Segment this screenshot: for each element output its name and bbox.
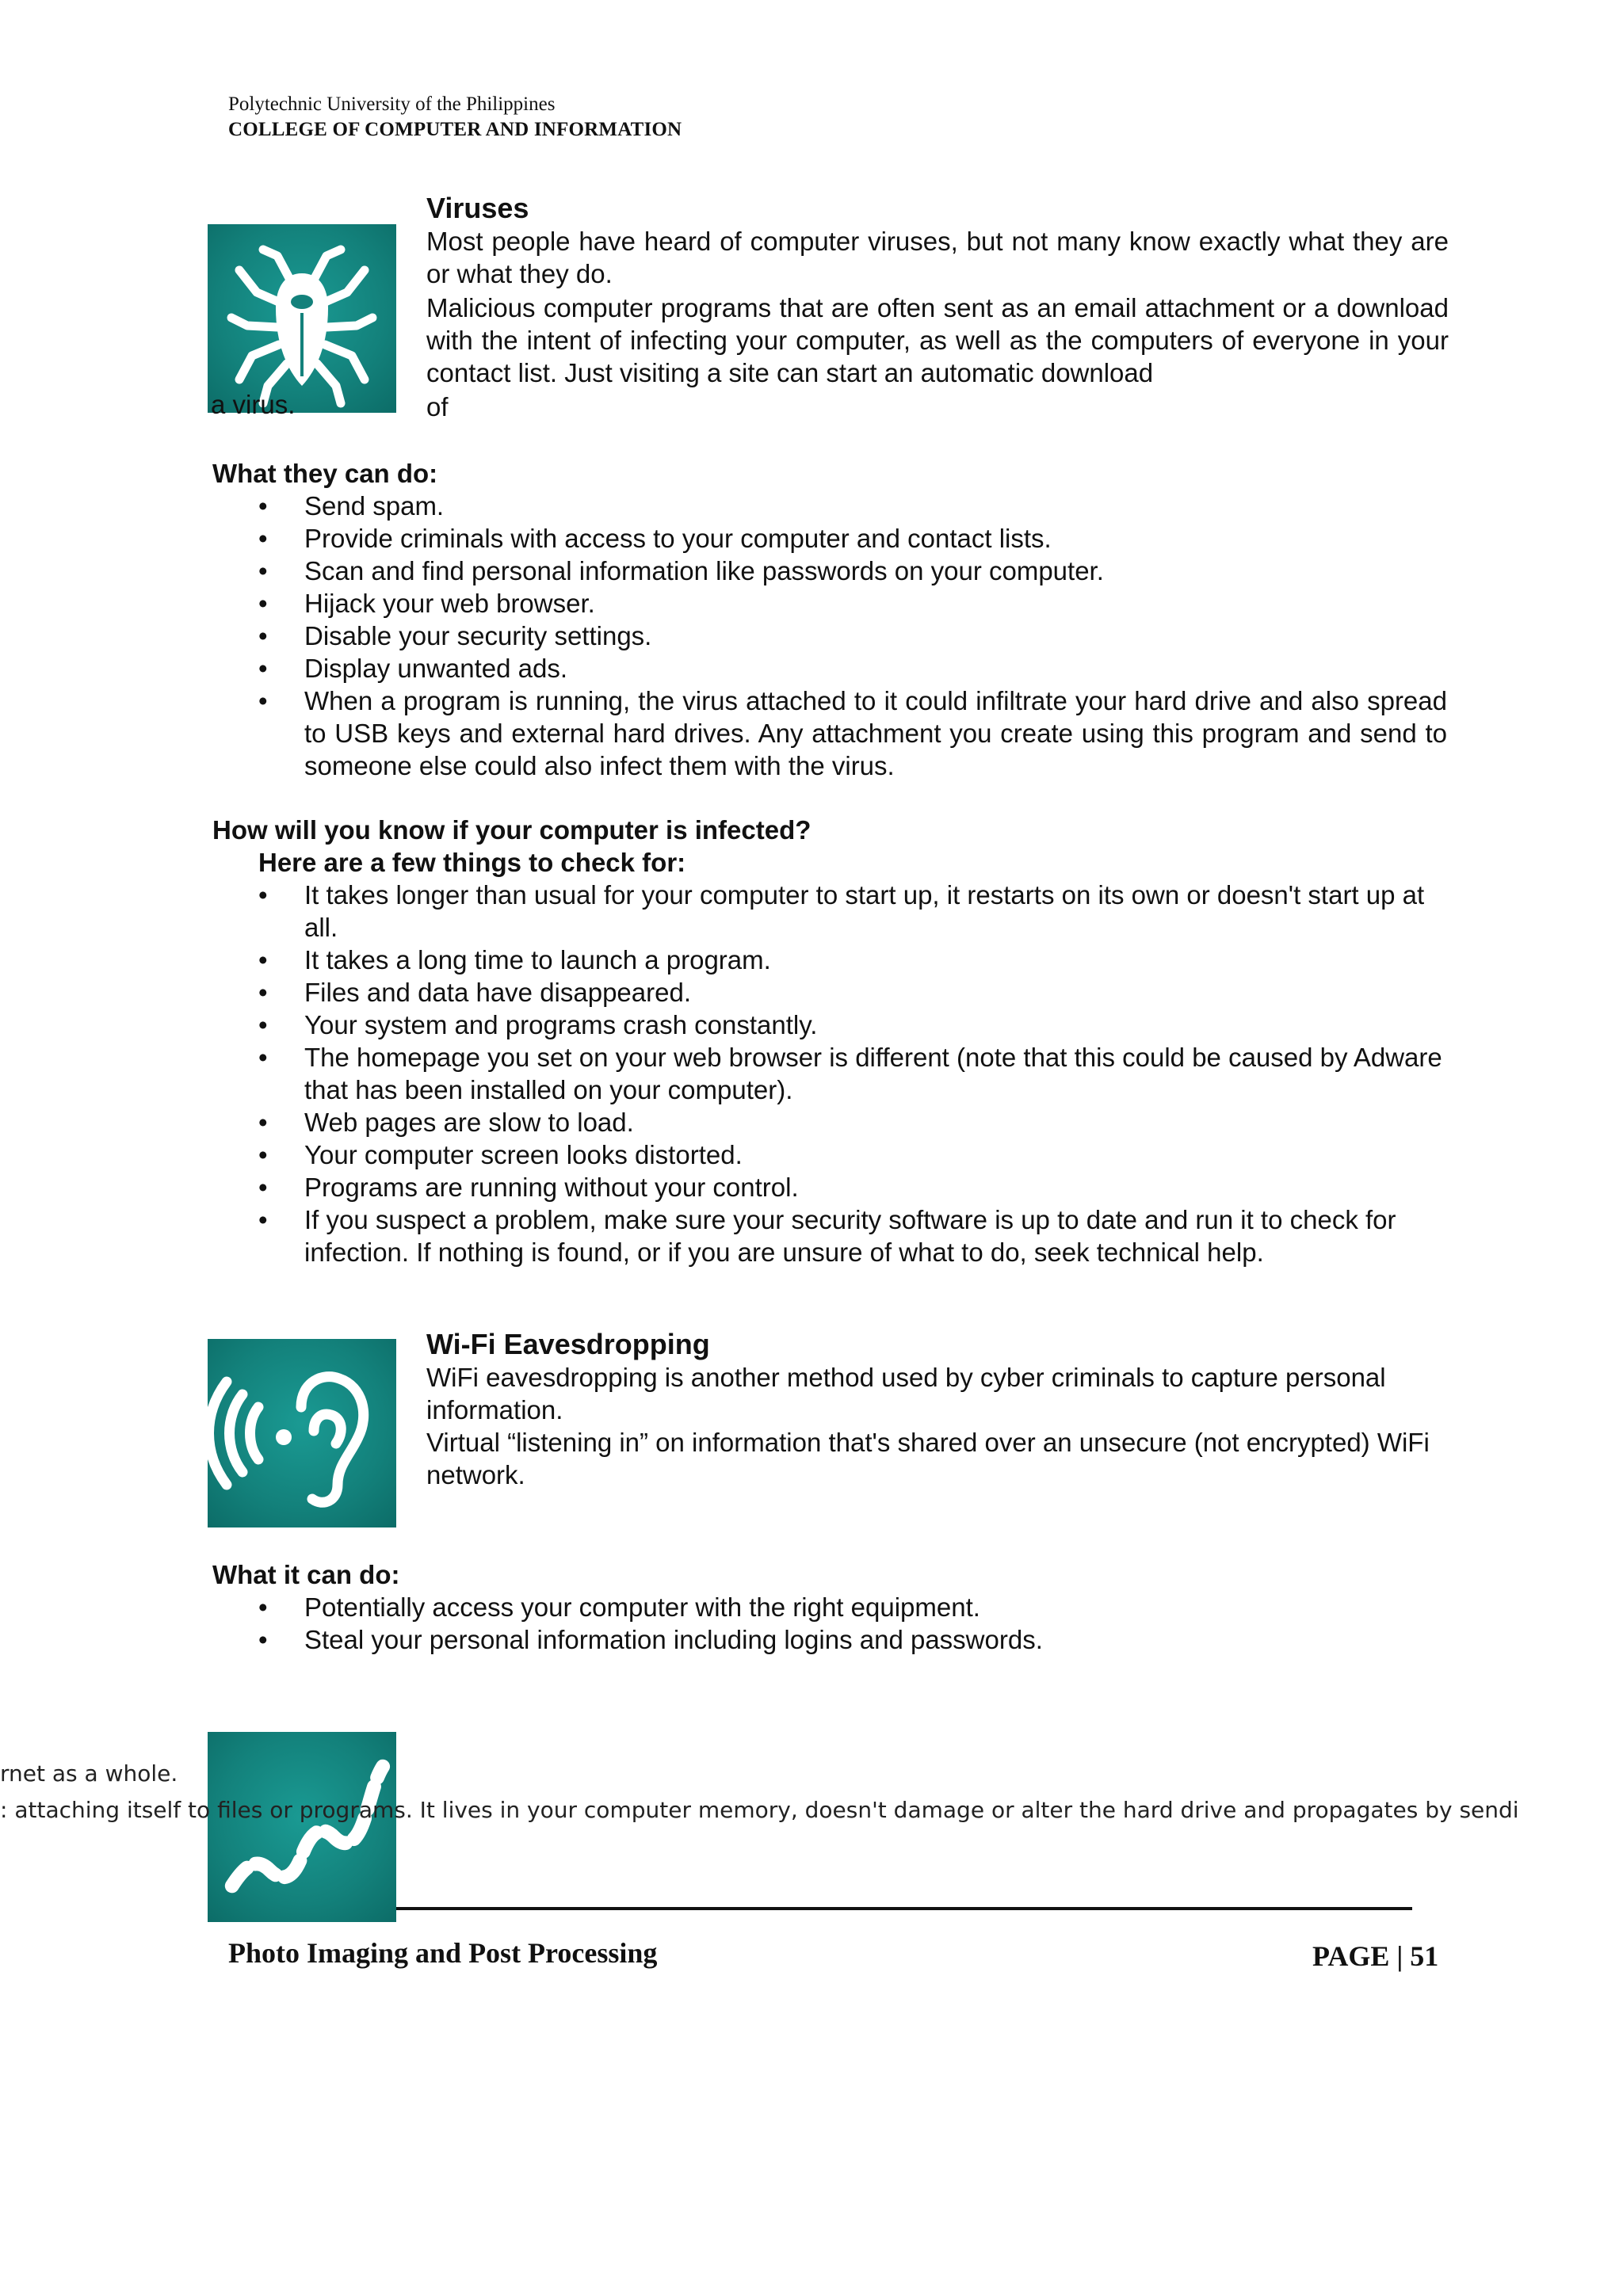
list-item: • Web pages are slow to load. [258,1106,1447,1138]
viruses-intro: Most people have heard of computer viruses, but not many know exactly what they are or what they do. [426,227,1449,288]
bug-icon [208,224,396,413]
list-item: • It takes a long time to launch a program. [258,944,1447,976]
list-item: • Provide criminals with access to your computer and contact lists. [258,522,1447,555]
college-name: COLLEGE OF COMPUTER AND INFORMATION [228,119,682,140]
wifi-definition: Virtual “listening in” on information that's shared over an unsecure (not encrypted) WiFi network. [426,1428,1430,1489]
viruses-definition-tail: of [426,392,449,421]
viruses-can-do-list [258,490,1447,782]
ear-wifi-icon [208,1339,396,1527]
list-item: • If you suspect a problem, make sure your security software is up to date and run it to check for infection. If nothing is found, or if you are unsure of what to do, seek technical help. [258,1203,1447,1268]
wifi-title: Wi-Fi Eavesdropping [426,1328,710,1360]
footer-rule [396,1907,1412,1910]
overflow-text-line: rnet as a whole. [0,1760,178,1787]
list-item: • Scan and find personal information like passwords on your computer. [258,555,1447,587]
list-item: • The homepage you set on your web browser is different (note that this could be caused by Adware that has been installed on your computer). [258,1041,1447,1106]
list-item: • Send spam. [258,490,1447,522]
wifi-can-do-list [258,1591,1447,1656]
page-number: PAGE | 51 [1312,1940,1439,1972]
list-item: • When a program is running, the virus attached to it could infiltrate your hard drive and also spread to USB keys and external hard drives. Any attachment you create using this program and send to someone else could also infect them with the virus. [258,685,1447,782]
list-item: • Hijack your web browser. [258,587,1447,620]
list-item: • Steal your personal information including logins and passwords. [258,1623,1447,1656]
viruses-definition: Malicious computer programs that are often sent as an email attachment or a download with the intent of infecting your computer, as well as the computers of everyone in your contact list. Just visiting a site can start an automatic download [426,293,1449,387]
check-heading: Here are a few things to check for: [258,848,686,877]
worm-icon [208,1732,396,1922]
footer-title: Photo Imaging and Post Processing [228,1937,658,1969]
university-name: Polytechnic University of the Philippines [228,93,556,115]
infection-checks-list [258,879,1447,1268]
list-item: • Programs are running without your control. [258,1171,1447,1203]
viruses-title: Viruses [426,192,529,224]
list-item: • Potentially access your computer with the right equipment. [258,1591,1447,1623]
overflow-text-line: : attaching itself to files or programs. It lives in your computer memory, doesn't damage or alter the hard drive and propagates by sendi [0,1797,1519,1823]
viruses-can-do-heading: What they can do: [212,459,438,488]
list-item: • It takes longer than usual for your computer to start up, it restarts on its own or doesn't start up at all. [258,879,1447,944]
list-item: • Display unwanted ads. [258,652,1447,685]
viruses-definition-wrap: a virus. [211,390,296,419]
list-item: • Disable your security settings. [258,620,1447,652]
list-item: • Files and data have disappeared. [258,976,1447,1009]
list-item: • Your system and programs crash constantly. [258,1009,1447,1041]
list-item: • Your computer screen looks distorted. [258,1138,1447,1171]
infected-heading: How will you know if your computer is infected? [212,815,812,845]
wifi-intro: WiFi eavesdropping is another method used by cyber criminals to capture personal information. [426,1363,1386,1425]
wifi-can-do-heading: What it can do: [212,1560,400,1589]
